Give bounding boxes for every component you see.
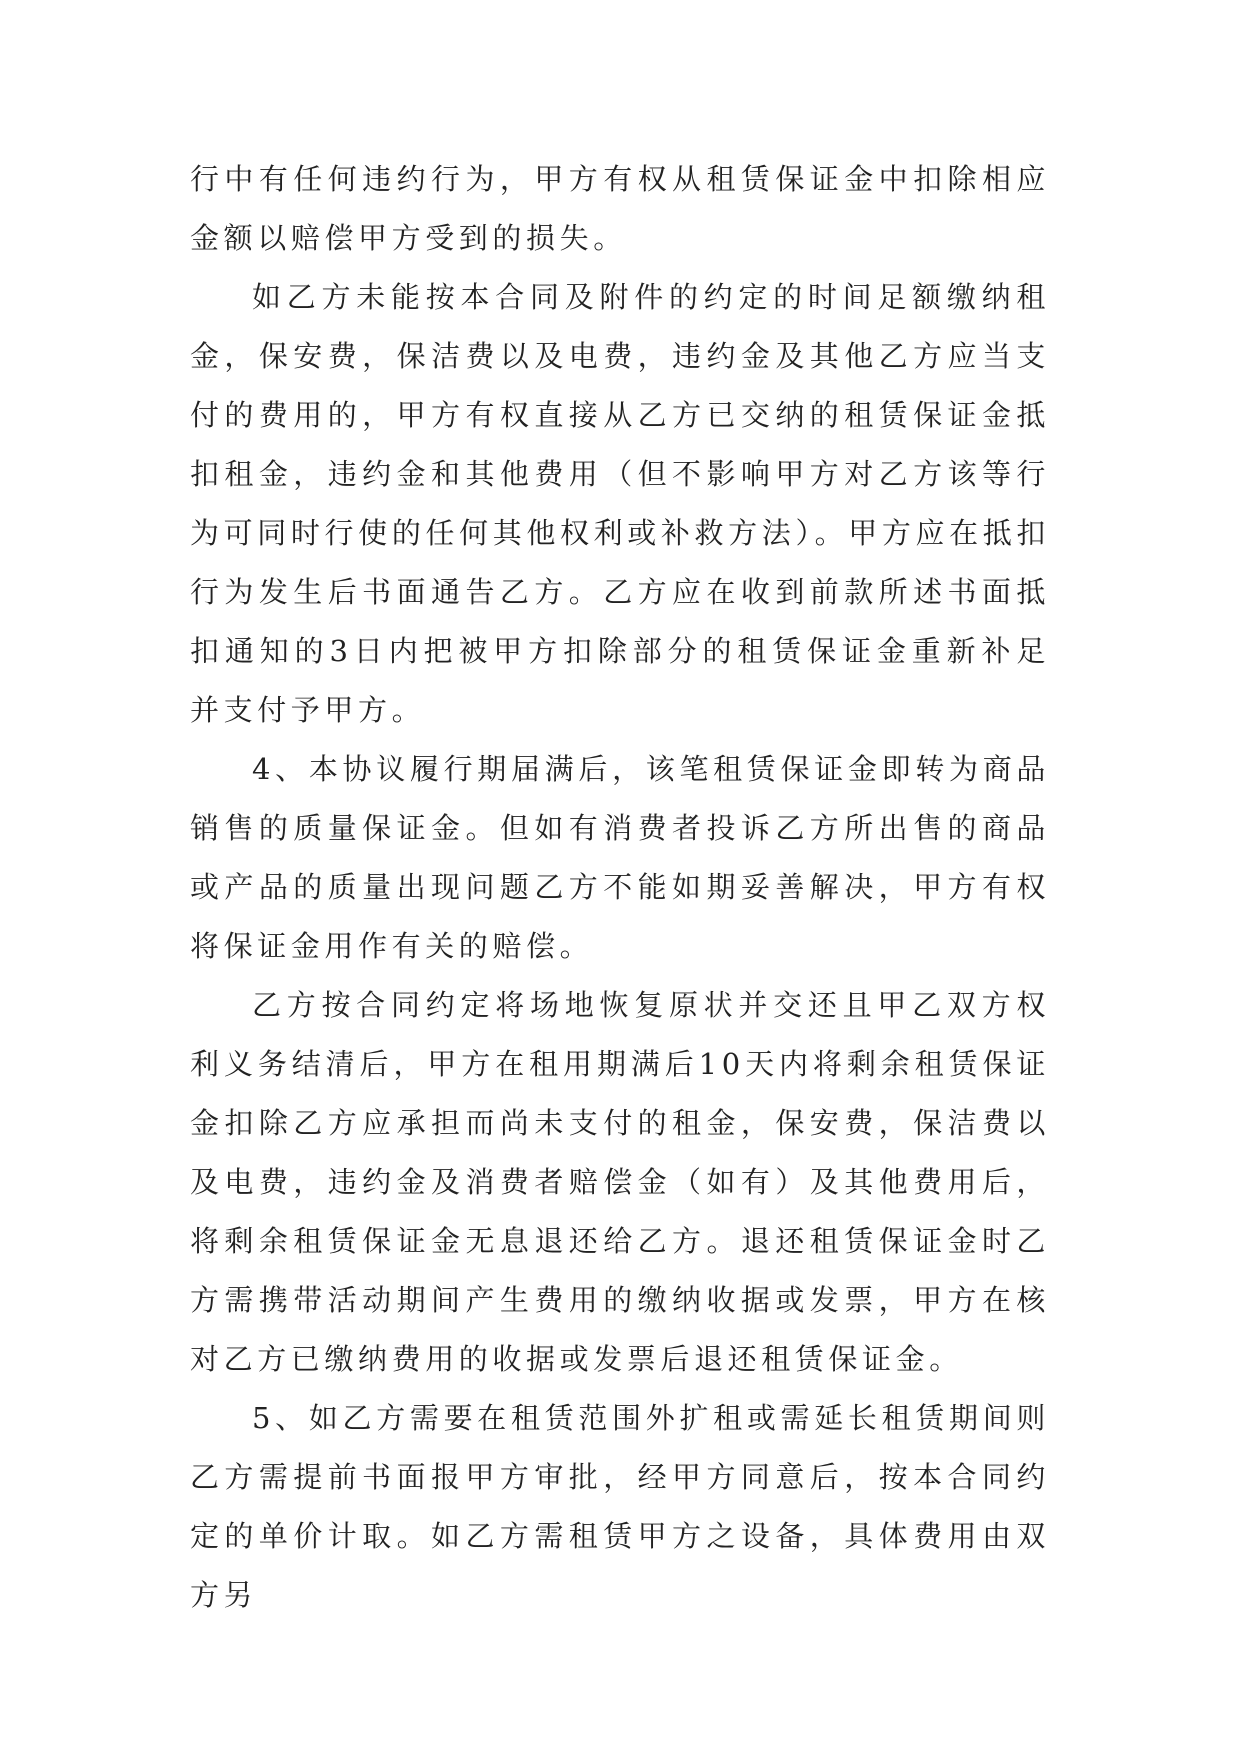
paragraph-deduction-clause: 如乙方未能按本合同及附件的约定的时间足额缴纳租金，保安费，保洁费以及电费，违约金及其他乙方应当支付的费用的，甲方有权直接从乙方已交纳的租赁保证金抵扣租金，违约金和其他费用（但不影响甲方对乙方该等行为可同时行使的任何其他权利或补救方法）。甲方应在抵扣行为发生后书面通告乙方。乙方应在收到前款所述书面抵扣通知的3日内把被甲方扣除部分的租赁保证金重新补足并支付予甲方。 bbox=[190, 280, 1050, 727]
paragraph-clause-4: 4、本协议履行期届满后，该笔租赁保证金即转为商品销售的质量保证金。但如有消费者投诉乙方所出售的商品或产品的质量出现问题乙方不能如期妥善解决，甲方有权将保证金用作有关的赔偿。 bbox=[190, 752, 1050, 963]
paragraph-clause-5: 5、如乙方需要在租赁范围外扩租或需延长租赁期间则乙方需提前书面报甲方审批，经甲方同意后，按本合同约定的单价计取。如乙方需租赁甲方之设备，具体费用由双方另 bbox=[190, 1401, 1050, 1612]
document-body bbox=[190, 150, 1050, 1625]
paragraph-refund-clause: 乙方按合同约定将场地恢复原状并交还且甲乙双方权利义务结清后，甲方在租用期满后10天内将剩余租赁保证金扣除乙方应承担而尚未支付的租金，保安费，保洁费以及电费，违约金及消费者赔偿金（如有）及其他费用后，将剩余租赁保证金无息退还给乙方。退还租赁保证金时乙方需携带活动期间产生费用的缴纳收据或发票，甲方在核对乙方已缴纳费用的收据或发票后退还租赁保证金。 bbox=[190, 988, 1050, 1376]
paragraph-continuation: 行中有任何违约行为，甲方有权从租赁保证金中扣除相应金额以赔偿甲方受到的损失。 bbox=[190, 162, 1050, 255]
